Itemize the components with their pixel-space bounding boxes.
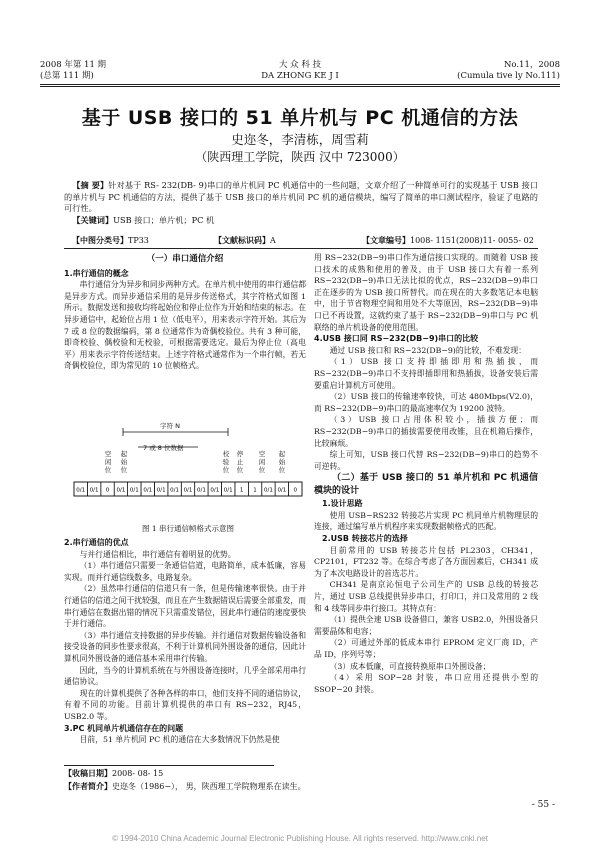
paragraph: 综上可知，USB 接口代替 RS−232(DB−9)串口的趋势不可逆转。 xyxy=(314,450,538,471)
footnote-rule xyxy=(64,765,274,766)
paragraph: 现在的计算机提供了各种各样的串口，他们支持不同的通信协议，有着不同的功能。目前计算机提供的串口有 RS−232，RJ45，USB2.0 等。 xyxy=(64,688,306,721)
bit-cells xyxy=(74,482,302,496)
doc-value: A xyxy=(270,236,276,245)
stop-bit-label: 停 xyxy=(236,450,244,458)
bit-value: 0 xyxy=(105,487,110,494)
start-bit-label: 起 xyxy=(120,450,128,458)
abstract-rule xyxy=(64,248,538,249)
clc-value: TP33 xyxy=(128,236,149,245)
idle-bit-label-2: 空 xyxy=(258,450,266,458)
bit-value: 0/1 xyxy=(210,487,220,494)
author-bio xyxy=(64,780,306,793)
subsection-2-1: 1.设计思路 xyxy=(322,499,363,509)
paragraph: 目前常用的 USB 转接芯片包括 PL2303，CH341，CP2101，FT232 等。在综合考虑了各方面因素后，CH341 成为了本次电路设计的首选芯片。 xyxy=(314,545,538,578)
abstract-block xyxy=(64,180,538,226)
subsection-1-3: 3.PC 机同单片机通信存在的问题 xyxy=(64,723,184,733)
paper-title: 基于 USB 接口的 51 单片机与 PC 机通信的方法 xyxy=(81,107,519,129)
left-column-top xyxy=(64,252,306,372)
left-column-bottom xyxy=(64,537,306,746)
paragraph: 串行通信分为异步和同步两种方式。在单片机中使用的串行通信都是异步方式。而异步通信采用的是异步传送格式，其字符格式如图 1 所示。数据发送和接收均将起始位和停止位作为开始和结束的标志。在异步通信中，起始位占用 1 位（低电平），用来表示字符开始。其后为 7 或 8 位的数据编码，第 8 位通常作为奇偶校验位。共有 3 种可能，即奇校验、偶校验和无校验，可根据需要选定。最后为停止位（高电平）用来表示字符传送结束。上述字符格式通常作为一个串行帧，若无奇偶校验位，即为常见的 10 位帧格式。 xyxy=(64,280,306,371)
footnote xyxy=(64,767,306,793)
doc-label: 【文献标识码】 xyxy=(214,235,270,245)
bit-value: 0/1 xyxy=(196,487,206,494)
paragraph: 目前，51 单片机同 PC 机的通信在大多数情况下仍然是使 xyxy=(79,735,280,745)
frame-format-figure xyxy=(68,410,308,520)
paragraph: （2）可通过外部的低成本串行 EPROM 定义厂商 ID，产品 ID，序列号等； xyxy=(314,638,538,659)
received-label: 【收稿日期】 xyxy=(64,768,112,778)
section-1-heading: （一）串口通信介绍 xyxy=(146,254,224,264)
clc-number xyxy=(72,235,149,246)
next-start-bit-label: 起 xyxy=(278,450,286,458)
bit-value: 1 xyxy=(239,487,244,494)
figure-label-data: 7 或 8 位数据 xyxy=(143,444,184,452)
next-start-bit-label: 始 xyxy=(278,458,286,466)
copyright-watermark: © 1994-2010 China Academic Journal Electronic Publishing House. All rights reserved. http://www.cnki.net xyxy=(112,834,488,843)
abstract xyxy=(64,180,538,215)
figure-label-char: 字符 N xyxy=(160,422,180,430)
idle-bit-label-2: 闲 xyxy=(258,458,266,466)
bit-value: 0/1 xyxy=(277,487,287,494)
bit-value: 0/1 xyxy=(223,487,233,494)
bit-value: 1 xyxy=(253,487,257,494)
bit-value: 0/1 xyxy=(183,487,193,494)
paragraph: （3）成本低廉，可直接转换原串口外围设备； xyxy=(329,661,491,671)
header-rule xyxy=(40,84,560,85)
idle-bit-label: 位 xyxy=(104,466,112,474)
author-bio-label: 【作者简介】 xyxy=(64,781,112,791)
subsection-2-2: 2.USB 转接芯片的选择 xyxy=(322,534,408,544)
abstract-label: 【摘 要】 xyxy=(72,180,109,190)
paragraph: （3）USB 接口占用体积较小，插拔方便；而 RS−232(DB−9)串口的插拔需要使用改锥，且在机箱后操作，比较麻烦。 xyxy=(314,415,538,448)
keywords-label: 【关键词】 xyxy=(72,214,114,225)
page-number: - 55 - xyxy=(531,800,555,810)
number-line2: (Cumula tive ly No.111) xyxy=(457,71,560,81)
paragraph: （4）采用 SOP−28 封装，串口应用还提供小型的 SSOP−20 封装。 xyxy=(314,673,538,694)
paragraph: （1）提供全速 USB 设备借口，兼容 USB2.0，外围设备只需要晶体和电容； xyxy=(314,615,538,636)
bit-value: 0 xyxy=(293,487,298,494)
journal-number xyxy=(457,60,560,82)
parity-bit-label: 位 xyxy=(222,466,230,474)
idle-bit-label: 空 xyxy=(104,450,112,458)
paragraph: 因此，当今的计算机系统在与外围设备连接时，几乎全部采用串行通信协议。 xyxy=(64,665,306,687)
right-column xyxy=(314,252,538,695)
journal-name-cn: 大 众 科 技 xyxy=(278,60,322,70)
number-line1: No.11，2008 xyxy=(503,60,560,70)
stop-bit-label: 位 xyxy=(236,466,244,474)
keywords-text: USB 接口；单片机；PC 机 xyxy=(113,214,215,225)
subsection-1-1: 1.串行通信的概念 xyxy=(64,268,129,278)
subsection-1-2: 2.串行通信的优点 xyxy=(64,538,129,547)
received-value: 2008- 08- 15 xyxy=(112,769,164,778)
journal-name-pinyin: DA ZHONG KE J I xyxy=(261,71,339,81)
paragraph: （1）串行通信只需要一条通信信道，电路简单，成本低廉，容易实现。而并行通信线数多，电路复杂。 xyxy=(64,561,306,582)
bit-value: 0/1 xyxy=(170,487,180,494)
paragraph: （2）虽然串行通信的信道只有一条，但是传输速率很快。由于并行通信的信道之间干扰较强，而且在产生数据错误后需要全部重发，而串行通信在数据出错的情况下只需重发错位，因此串行通信的速度要快于并行通信。 xyxy=(64,584,306,629)
bit-value: 0/1 xyxy=(129,487,139,494)
paragraph: CH341 是南京沁恒电子公司生产的 USB 总线的转接芯片，通过 USB 总线提供异步串口，打印口，并口及常用的 2 线和 4 线等同步串行接口。其特点有： xyxy=(314,580,538,613)
next-start-bit-label: 位 xyxy=(278,466,286,474)
received-date xyxy=(64,767,306,780)
parity-bit-label: 验 xyxy=(222,458,230,466)
paragraph: （3）串行通信支持数据的异步传输。并行通信对数据传输设备和接受设备的同步性要求很高，不利于计算机同外围设备的通信，因此计算机同外围设备的通信基本采用串行传输。 xyxy=(64,630,306,663)
subsection-1-4: 4.USB 接口同 RS−232(DB−9)串口的比较 xyxy=(314,334,479,344)
bit-value: 0/1 xyxy=(116,487,126,494)
paragraph: 与并行通信相比，串行通信有着明显的优势。 xyxy=(79,549,236,559)
paragraph: 使用 USB−RS232 转接芯片实现 PC 机同单片机物理层的连接，通过编写单片机程序来实现数据帧格式的匹配。 xyxy=(314,510,538,532)
header-rule-2 xyxy=(40,86,560,87)
paper-affiliation: （陕西理工学院，陕西 汉中 723000） xyxy=(195,150,405,164)
keywords xyxy=(64,215,538,227)
bit-value: 0/1 xyxy=(89,487,99,494)
figure-caption: 图 1 串行通信帧格式示意图 xyxy=(141,524,235,533)
paragraph: 用 RS−232(DB−9)串口作为通信接口实现的。而随着 USB 接口技术的成熟和使用的普及，由于 USB 接口大有着一系列 RS−232(DB−9)串口无法比拟的优点，RS−232(DB−9)串口正在逐步的为 USB 接口所替代。而在现在的大多数笔记本电脑中，出于节省物理空间和用处不大等原因，RS−232(DB−9)串口已不再设置，这就约束了基于 RS−232(DB−9)串口与 PC 机联络的单片机设备的使用范围。 xyxy=(314,253,538,332)
bit-value: 0/1 xyxy=(264,487,273,494)
issue-line2: (总第 111 期) xyxy=(40,71,94,81)
paragraph: 通过 USB 接口和 RS−232(DB−9)的比较，不难发现： xyxy=(329,345,527,355)
bit-value: 0/1 xyxy=(76,487,86,494)
bit-value: 0/1 xyxy=(143,487,153,494)
parity-bit-label: 校 xyxy=(222,450,230,458)
issue-line1: 2008 年第 11 期 xyxy=(40,60,107,70)
art-value: 1008- 1151(2008)11- 0055- 02 xyxy=(410,236,534,245)
abstract-text: 针对基于 RS- 232(DB- 9)串口的单片机同 PC 机通信中的一些问题，文章介绍了一种简单可行的实现基于 USB 接口的单片机与 PC 机通信的方法，提供了基于 USB 接口的单片机同 PC 机的通信模块，编写了简单的串口测试程序，验证了电路的可行性。 xyxy=(64,180,538,213)
stop-bit-label: 止 xyxy=(236,458,244,466)
clc-label: 【中图分类号】 xyxy=(72,235,128,245)
bit-value: 0/1 xyxy=(156,487,166,494)
doc-code xyxy=(214,235,276,246)
idle-bit-label: 闲 xyxy=(104,458,112,466)
paragraph: （1）USB 接口支持即插即用和热插拔，而 RS−232(DB−9)串口不支持即插即用和热插拔，设备安装后需要重启计算机方可使用。 xyxy=(314,357,538,390)
art-label: 【文章编号】 xyxy=(362,235,410,245)
start-bit-label: 位 xyxy=(120,466,128,474)
paragraph: （2）USB 接口的传输速率较快，可达 480Mbps(V2.0)，而 RS−232(DB−9)串口的最高速率仅为 19200 波特。 xyxy=(314,392,538,413)
author-bio-value: 史迩冬（1986−）， 男，陕西理工学院物理系在读生。 xyxy=(112,782,306,791)
idle-bit-label-2: 位 xyxy=(258,466,266,474)
paper-authors: 史迩冬，李清栋，周雪莉 xyxy=(231,132,369,147)
section-2-heading: （二）基于 USB 接口的 51 单片机和 PC 机通信模块的设计 xyxy=(314,473,538,497)
start-bit-label: 始 xyxy=(120,458,128,466)
article-number xyxy=(362,235,534,246)
